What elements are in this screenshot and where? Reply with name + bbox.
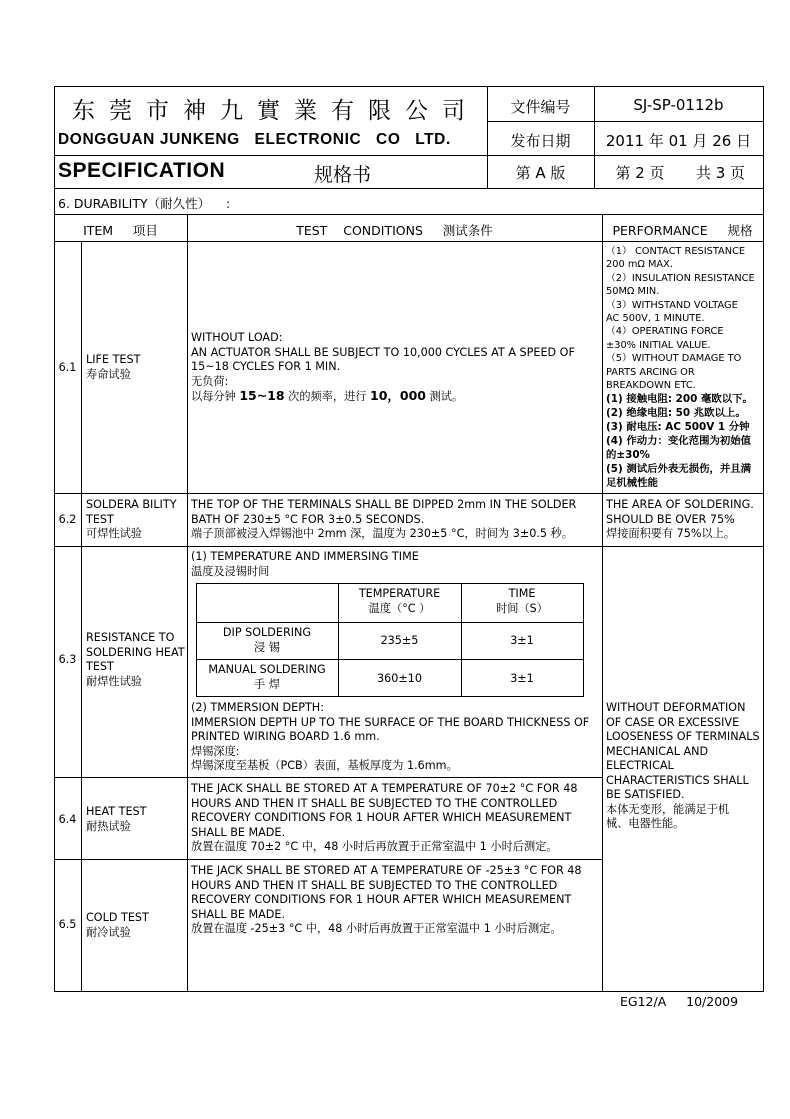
- section-divider: [54, 214, 764, 215]
- performance-spec: （1） CONTACT RESISTANCE 200 mΩ MAX. （2）INSULATION RESISTANCE 50MΩ MIN. （3）WITHSTAND VOLTAGE AC 500V, 1 MINUTE. （4）OPERATING FORCE ±30% INITIAL VALUE. （5）WITHOUT DAMAGE TO PARTS ARCING OR BREAKDOWN ETC.: [606, 246, 755, 392]
- item-name-cn: 寿命试验: [86, 367, 131, 381]
- spec-title-cn: 规格书: [314, 164, 372, 186]
- inner-table-line: [583, 583, 584, 697]
- performance-spec: THE AREA OF SOLDERING. SHOULD BE OVER 75% 焊接面积要有 75%以上。: [606, 498, 754, 540]
- row-number: 6.4: [58, 813, 77, 826]
- form-code: EG12/A 10/2009: [620, 994, 739, 1009]
- page-number: 第 2 页: [615, 164, 665, 182]
- dip-soldering-label: DIP SOLDERING 浸 锡: [222, 626, 312, 654]
- soldering-table: [196, 583, 584, 697]
- column-header-divider: [54, 241, 764, 242]
- row-number: 6.5: [58, 918, 77, 931]
- performance-spec-cn: (1) 接触电阻: 200 毫欧以下。 (2) 绝缘电阻: 50 兆欧以上。 (3) 耐电压: AC 500V 1 分钟 (4) 作动力：变化范围为初始值 的±30% (5) 测试后外表无损伤，并且满 足机械性能: [606, 393, 753, 489]
- item-name: COLD TEST 耐冷试验: [86, 911, 149, 939]
- no-col-divider: [81, 241, 82, 992]
- table-border-top: [54, 86, 764, 87]
- doc-no: SJ-SP-0112b: [633, 96, 724, 114]
- header-divider: [54, 188, 764, 189]
- inner-table-line: [196, 622, 584, 623]
- temperature-header: TEMPERATURE 温度（°C ）: [358, 587, 441, 615]
- date-label: 发布日期: [510, 132, 571, 150]
- item-name-en: LIFE TEST: [86, 353, 141, 366]
- release-date: 2011 年 01 月 26 日: [605, 132, 752, 150]
- test-conditions: THE JACK SHALL BE STORED AT A TEMPERATURE OF -25±3 °C FOR 48 HOURS AND THEN IT SHALL BE SUBJECTED TO THE CONTROLLED RECOVERY CONDITIONS FOR 1 HOUR AFTER WHICH MEASUREMENT SHALL BE MADE. 放置在温度 -25±3 °C 中，48 小时后再放置于正常室温中 1 小时后测定。: [191, 864, 582, 935]
- manual-soldering-label: MANUAL SOLDERING 手 焊: [208, 663, 326, 691]
- col-header-performance: PERFORMANCE 规格: [612, 223, 753, 238]
- item-name: [86, 353, 186, 382]
- dip-time: 3±1: [510, 634, 534, 647]
- perf-col-divider: [602, 214, 603, 992]
- manual-time: 3±1: [510, 672, 534, 685]
- performance-spec: WITHOUT DEFORMATION OF CASE OR EXCESSIVE LOOSENESS OF TERMINALS MECHANICAL AND ELECTRICAL CHARACTERISTICS SHALL BE SATISFIED. 本体无变形，能满足于机 械、电器性能。: [606, 701, 760, 830]
- condition-line: AN ACTUATOR SHALL BE SUBJECT TO 10,000 CYCLES AT A SPEED OF: [191, 345, 575, 359]
- row-number: 6.1: [58, 361, 77, 374]
- section-title: 6. DURABILITY（耐久性） :: [58, 196, 231, 211]
- inner-table-line: [196, 659, 584, 660]
- item-col-divider: [187, 214, 188, 992]
- version: 第 A 版: [515, 164, 566, 182]
- table-border-right: [763, 86, 764, 992]
- spec-title-en: SPECIFICATION: [58, 159, 226, 182]
- condition-heading: (1) TEMPERATURE AND IMMERSING TIME 温度及浸锡时间: [191, 550, 419, 578]
- condition-line: 无负荷:: [191, 374, 229, 388]
- cycle-count: 10，000: [370, 388, 427, 403]
- item-name: RESISTANCE TO SOLDERING HEAT TEST 耐焊性试验: [86, 631, 185, 688]
- test-conditions: [191, 331, 599, 405]
- speed-value: 15~18: [239, 388, 285, 403]
- time-header: TIME 时间（S）: [496, 587, 548, 615]
- immersion-depth: (2) TMMERSION DEPTH: IMMERSION DEPTH UP TO THE SURFACE OF THE BOARD THICKNESS OF PRINTED WIRING BOARD 1.6 mm. 焊锡深度: 焊锡深度至基板（PCB）表面，基板厚度为 1.6mm。: [191, 701, 590, 772]
- row-divider: [54, 859, 603, 860]
- doc-no-label: 文件编号: [510, 98, 571, 116]
- page-total: 共 3 页: [695, 164, 746, 182]
- header-divider: [54, 155, 764, 156]
- header-divider: [487, 121, 764, 122]
- row-number: 6.3: [58, 653, 77, 666]
- company-name-en: DONGGUAN JUNKENG ELECTRONIC CO LTD.: [58, 131, 451, 148]
- inner-table-line: [196, 696, 584, 697]
- row-divider: [54, 777, 603, 778]
- condition-line: WITHOUT LOAD:: [191, 331, 283, 344]
- item-name: SOLDERA BILITY TEST 可焊性试验: [86, 498, 177, 540]
- company-name-cn: 东莞市神九實業有限公司: [72, 98, 479, 124]
- dip-temperature: 235±5: [380, 634, 419, 647]
- col-header-item: ITEM 项目: [83, 223, 158, 238]
- condition-line: 15~18 CYCLES FOR 1 MIN.: [191, 360, 341, 373]
- row-number: 6.2: [58, 513, 77, 526]
- inner-table-line: [196, 583, 584, 584]
- row-divider: [54, 546, 764, 547]
- condition-text: 次的频率，进行: [284, 390, 371, 403]
- col-header-conditions: TEST CONDITIONS 测试条件: [296, 223, 493, 238]
- table-border-bottom: [54, 991, 764, 992]
- item-name: HEAT TEST 耐热试验: [86, 805, 147, 833]
- condition-text: 测试。: [426, 390, 464, 403]
- condition-text: 以每分钟: [191, 390, 240, 403]
- row-divider: [54, 493, 764, 494]
- condition-line: [191, 389, 599, 405]
- manual-temperature: 360±10: [377, 672, 422, 685]
- test-conditions: THE TOP OF THE TERMINALS SHALL BE DIPPED 2mm IN THE SOLDER BATH OF 230±5 °C FOR 3±0.5 SECONDS. 端子顶部被浸入焊锡池中 2mm 深，温度为 230±5 °C，时间为 3±0.5 秒。: [191, 498, 577, 540]
- test-conditions: THE JACK SHALL BE STORED AT A TEMPERATURE OF 70±2 °C FOR 48 HOURS AND THEN IT SHALL BE SUBJECTED TO THE CONTROLLED RECOVERY CONDITIONS FOR 1 HOUR AFTER WHICH MEASUREMENT SHALL BE MADE. 放置在温度 70±2 °C 中，48 小时后再放置于正常室温中 1 小时后测定。: [191, 782, 578, 853]
